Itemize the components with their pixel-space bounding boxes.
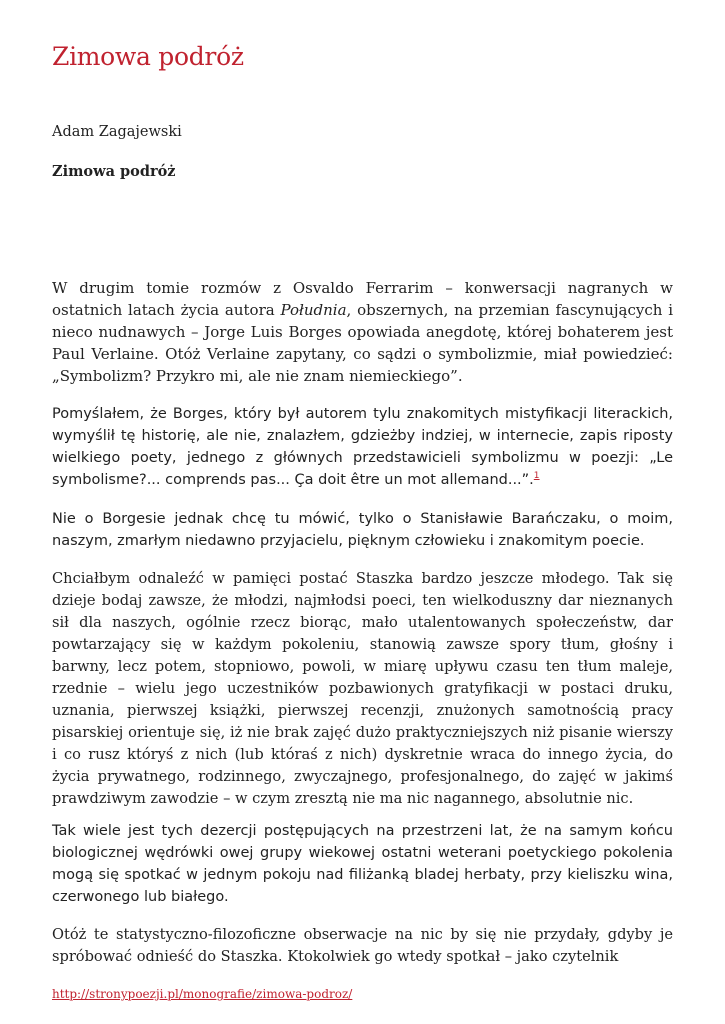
paragraph-2-text: Pomyślałem, że Borges, który był autorem tylu znakomitych mistyfikacji literackich, wymyślił tę historię, ale nie, znalazłem, gdzieżby indziej, w internecie, zapis riposty wielkiego poety, jednego z głównych przedstawicieli symbolizmu w poezji: „Le symbolisme?... comprends pas... Ça doit être un mot allemand...”. — [52, 406, 673, 488]
poem-title: Zimowa podróż — [52, 163, 176, 180]
author-name: Adam Zagajewski — [52, 124, 182, 140]
paragraph-6-text: Otóż te statystyczno-filozoficzne obserwacje na nic by się nie przydały, gdyby je spróbować odnieść do Staszka. Ktokolwiek go wtedy spotkał – jako czytelnik — [52, 926, 673, 965]
paragraph-6 — [52, 924, 673, 968]
paragraph-1-italic-title: Południa — [280, 301, 347, 319]
paragraph-4-text: Chciałbym odnaleźć w pamięci postać Staszka bardzo jeszcze młodego. Tak się dzieje bodaj zawsze, że młodzi, najmłodsi poeci, ten wielkoduszny dar nieznanych sił dla naszych, ogólnie rzecz biorąc, mało utalentowanych społeczeństw, dar powtarzający się w każdym pokoleniu, stanowią zawsze spory tłum, głośny i barwny, lecz potem, stopniowo, powoli, w miarę upływu czasu ten tłum maleje, rzednie – wielu jego uczestników pozbawionych gratyfikacji w postaci druku, uznania, pierwszej książki, pierwszej recenzji, znużonych samotnością pracy pisarskiej orientuje się, iż nie brak zajęć dużo praktyczniejszych niż pisanie wierszy i co rusz któryś z nich (lub któraś z nich) dyskretnie wraca do innego życia, do życia prywatnego, rodzinnego, zwyczajnego, profesjonalnego, do zajęć w jakimś prawdziwym zawodzie – w czym zresztą nie ma nic nagannego, absolutnie nic. — [52, 570, 673, 807]
paragraph-5 — [52, 820, 673, 908]
paragraph-5-text: Tak wiele jest tych dezercji postępujących na przestrzeni lat, że na samym końcu biologicznej wędrówki owej grupy wiekowej ostatni weterani poetyckiego pokolenia mogą się spotkać w jednym pokoju nad filiżanką bladej herbaty, przy kieliszku wina, czerwonego lub białego. — [52, 823, 673, 905]
source-url-link[interactable]: http://stronypoezji.pl/monografie/zimowa-podroz/ — [52, 987, 353, 1001]
page-title: Zimowa podróż — [52, 42, 244, 71]
paragraph-4 — [52, 568, 673, 810]
paragraph-2 — [52, 403, 673, 491]
paragraph-1 — [52, 277, 673, 387]
paragraph-1-text-a: W drugim tomie rozmów z Osvaldo Ferrarim – konwersacji nagranych w ostatnich latach życia autora — [52, 279, 673, 319]
paragraph-3-text: Nie o Borgesie jednak chcę tu mówić, tylko o Stanisławie Barańczaku, o moim, naszym, zmarłym niedawno przyjacielu, pięknym człowieku i znakomitym poecie. — [52, 511, 673, 549]
footnote-link[interactable]: 1 — [533, 471, 540, 482]
paragraph-1-text-b: , obszernych, na przemian fascynujących i nieco nudnawych – Jorge Luis Borges opowiada anegdotę, której bohaterem jest Paul Verlaine. Otóż Verlaine zapytany, co sądzi o symbolizmie, miał powiedzieć: „Symbolizm? Przykro mi, ale nie znam niemieckiego”. — [52, 301, 673, 385]
paragraph-3 — [52, 508, 673, 552]
